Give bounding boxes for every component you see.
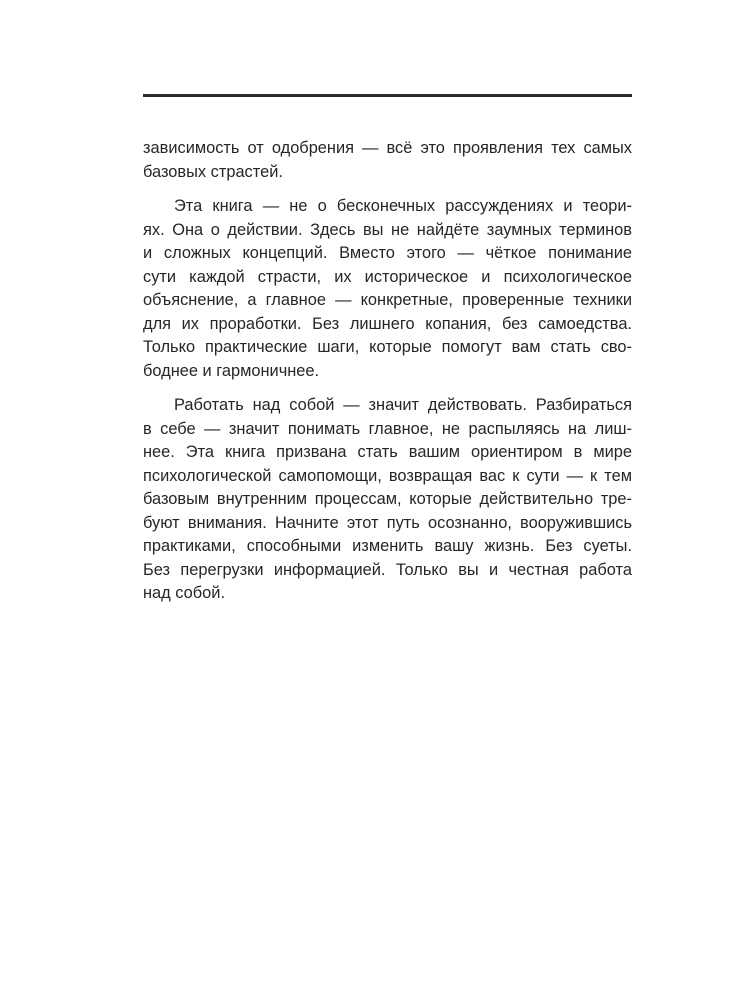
- text-line: Без перегрузки информацией. Только вы и честная работа: [143, 560, 632, 579]
- paragraph-3: [143, 394, 632, 606]
- text-line: психологической самопомощи, возвращая вас к сути — к тем: [143, 466, 632, 485]
- text-line: объяснение, а главное — конкретные, проверенные техники: [143, 291, 632, 309]
- text-line: и сложных концепций. Вместо этого — чёткое понимание: [143, 244, 632, 262]
- text-line: Работать над собой — значит действовать. Разбираться: [174, 396, 632, 414]
- text-line: ях. Она о действии. Здесь вы не найдёте заумных терминов: [143, 220, 632, 239]
- text-line: буют внимания. Начните этот путь осознанно, вооружившись: [143, 513, 632, 532]
- paragraph-2: [143, 195, 632, 383]
- text-line: сути каждой страсти, их историческое и психологическое: [143, 267, 632, 286]
- text-line: базовых страстей.: [143, 162, 283, 181]
- body-text: [143, 137, 632, 606]
- text-line: практиками, способными изменить вашу жизнь. Без суеты.: [143, 537, 632, 555]
- text-line: боднее и гармоничнее.: [143, 361, 320, 380]
- text-line: для их проработки. Без лишнего копания, без самоедства.: [143, 314, 632, 333]
- text-line: Только практические шаги, которые помогут вам стать сво-: [143, 338, 632, 356]
- header-rule: [143, 94, 632, 97]
- text-line: нее. Эта книга призвана стать вашим ориентиром в мире: [143, 443, 632, 461]
- text-line: базовым внутренним процессам, которые действительно тре-: [143, 490, 632, 508]
- text-line: в себе — значит понимать главное, не распыляясь на лиш-: [143, 419, 632, 438]
- paragraph-1: [143, 137, 632, 184]
- text-line: над собой.: [143, 584, 225, 602]
- text-line: зависимость от одобрения — всё это проявления тех самых: [143, 139, 632, 157]
- text-line: Эта книга — не о бесконечных рассуждениях и теори-: [174, 197, 632, 215]
